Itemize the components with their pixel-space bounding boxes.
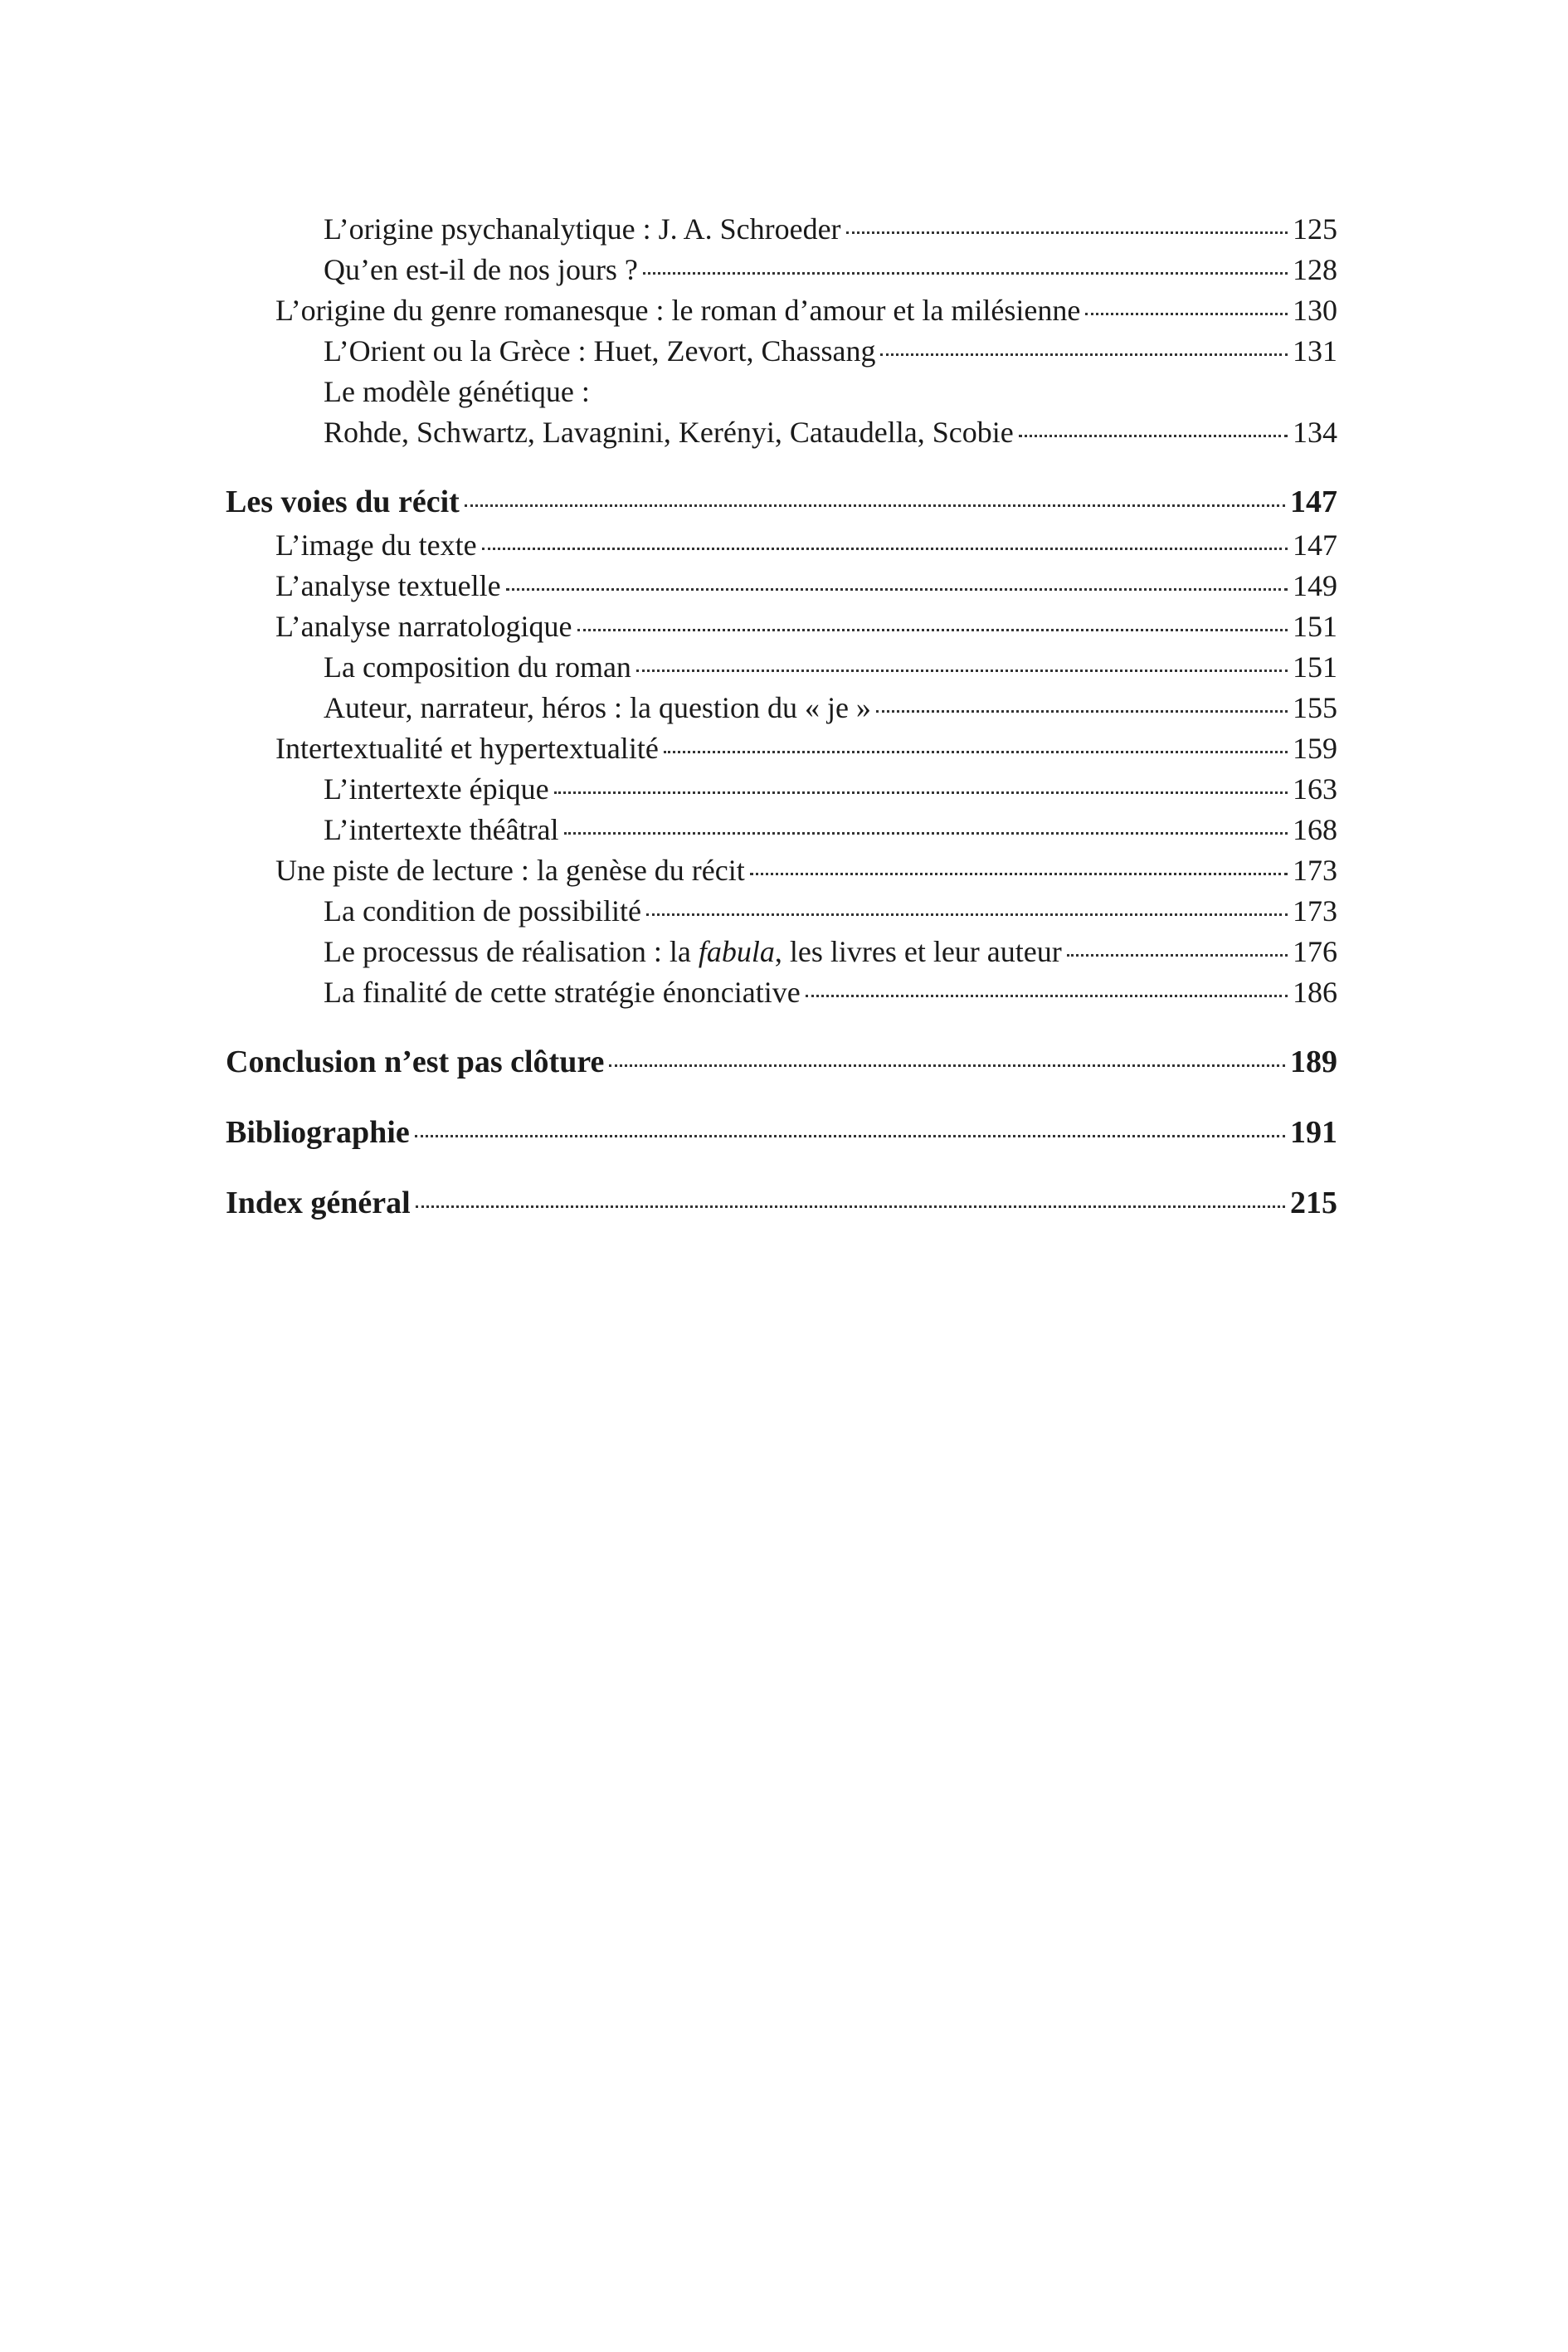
- toc-entry-page: 173: [1293, 854, 1337, 887]
- toc-entry[interactable]: [226, 810, 1337, 850]
- toc-entry-label: L’origine du genre romanesque : le roman d’amour et la milésienne: [275, 294, 1081, 327]
- toc-entry-page: 149: [1293, 569, 1337, 602]
- dot-leader: [416, 1205, 1285, 1208]
- toc-entry-page: 131: [1293, 334, 1337, 368]
- dot-leader: [1067, 954, 1288, 957]
- label-part: Le processus de réalisation : la: [324, 935, 699, 968]
- toc-chapter[interactable]: [226, 1180, 1337, 1226]
- toc-entry-page: 163: [1293, 772, 1337, 806]
- dot-leader: [482, 548, 1288, 550]
- toc-entry-page: 176: [1293, 935, 1337, 968]
- dot-leader: [564, 832, 1288, 835]
- toc-entry[interactable]: [226, 932, 1337, 972]
- toc-entry[interactable]: [226, 209, 1337, 250]
- toc-entry[interactable]: [226, 525, 1337, 566]
- toc-entry-label: La finalité de cette stratégie énonciative: [324, 976, 801, 1009]
- toc-entry-label: Auteur, narrateur, héros : la question du « je »: [324, 691, 871, 724]
- toc-entry-page: 147: [1293, 528, 1337, 562]
- toc-entry[interactable]: [226, 606, 1337, 647]
- toc-entry-page: 125: [1293, 212, 1337, 246]
- toc-chapter[interactable]: [226, 479, 1337, 525]
- toc-entry-label-line: Le modèle génétique :: [324, 375, 590, 408]
- dot-leader: [876, 710, 1288, 713]
- dot-leader: [554, 791, 1288, 794]
- dot-leader: [646, 913, 1288, 916]
- toc-entry-label: Intertextualité et hypertextualité: [275, 732, 659, 765]
- toc-chapter-page: 215: [1290, 1186, 1337, 1220]
- toc-entry-label: L’analyse textuelle: [275, 569, 501, 602]
- dot-leader: [506, 588, 1288, 591]
- toc-entry-page: 130: [1293, 294, 1337, 327]
- toc-entry-label: La composition du roman: [324, 650, 631, 684]
- toc-entry[interactable]: [226, 566, 1337, 606]
- dot-leader: [643, 272, 1288, 275]
- dot-leader: [664, 751, 1288, 753]
- dot-leader: [636, 670, 1288, 672]
- toc-entry-label: L’image du texte: [275, 528, 477, 562]
- toc-entry-label: L’intertexte théâtral: [324, 813, 559, 846]
- toc-entry-label: La condition de possibilité: [324, 894, 641, 928]
- toc-chapter-page: 191: [1290, 1115, 1337, 1150]
- toc-chapter-label: Bibliographie: [226, 1115, 410, 1150]
- toc-entry-page: 155: [1293, 691, 1337, 724]
- toc-entry[interactable]: [226, 688, 1337, 728]
- toc-entry-page: 173: [1293, 894, 1337, 928]
- dot-leader: [415, 1135, 1285, 1137]
- toc-entry-label: L’analyse narratologique: [275, 610, 572, 643]
- toc-entry[interactable]: [226, 647, 1337, 688]
- dot-leader: [577, 629, 1288, 631]
- dot-leader: [880, 353, 1288, 356]
- table-of-contents: [226, 209, 1337, 1226]
- dot-leader: [806, 995, 1288, 997]
- toc-chapter-label: Conclusion n’est pas clôture: [226, 1045, 605, 1079]
- label-part: , les livres et leur auteur: [774, 935, 1062, 968]
- toc-entry-page: 168: [1293, 813, 1337, 846]
- toc-entry-label: [324, 932, 1062, 972]
- dot-leader: [750, 873, 1288, 875]
- toc-entry-page: 159: [1293, 732, 1337, 765]
- toc-chapter-page: 147: [1290, 485, 1337, 519]
- dot-leader: [465, 504, 1285, 507]
- toc-entry[interactable]: [226, 412, 1337, 453]
- toc-entry[interactable]: [226, 331, 1337, 372]
- dot-leader: [609, 1064, 1285, 1067]
- toc-entry[interactable]: [226, 290, 1337, 331]
- toc-entry[interactable]: [226, 250, 1337, 290]
- toc-entry[interactable]: [226, 728, 1337, 769]
- toc-entry-page: 134: [1293, 416, 1337, 449]
- toc-entry[interactable]: [226, 891, 1337, 932]
- toc-entry-label: L’intertexte épique: [324, 772, 549, 806]
- dot-leader: [846, 231, 1288, 234]
- toc-entry-page: 128: [1293, 253, 1337, 286]
- toc-entry-label: Qu’en est-il de nos jours ?: [324, 253, 638, 286]
- toc-entry-label: L’origine psychanalytique : J. A. Schroeder: [324, 212, 841, 246]
- toc-entry-label: Une piste de lecture : la genèse du récit: [275, 854, 745, 887]
- toc-entry-page: 151: [1293, 650, 1337, 684]
- label-italic-part: fabula: [698, 935, 775, 968]
- toc-entry[interactable]: [226, 972, 1337, 1013]
- toc-entry-page: 186: [1293, 976, 1337, 1009]
- toc-chapter-label: Les voies du récit: [226, 485, 460, 519]
- toc-entry[interactable]: [226, 850, 1337, 891]
- toc-chapter[interactable]: [226, 1039, 1337, 1085]
- toc-chapter-page: 189: [1290, 1045, 1337, 1079]
- dot-leader: [1085, 313, 1288, 315]
- toc-chapter[interactable]: [226, 1109, 1337, 1156]
- toc-entry-label: L’Orient ou la Grèce : Huet, Zevort, Chassang: [324, 334, 876, 368]
- toc-entry[interactable]: [226, 769, 1337, 810]
- toc-chapter-label: Index général: [226, 1186, 411, 1220]
- dot-leader: [1019, 435, 1288, 437]
- toc-entry-label: Rohde, Schwartz, Lavagnini, Kerényi, Cataudella, Scobie: [324, 416, 1014, 449]
- toc-entry-page: 151: [1293, 610, 1337, 643]
